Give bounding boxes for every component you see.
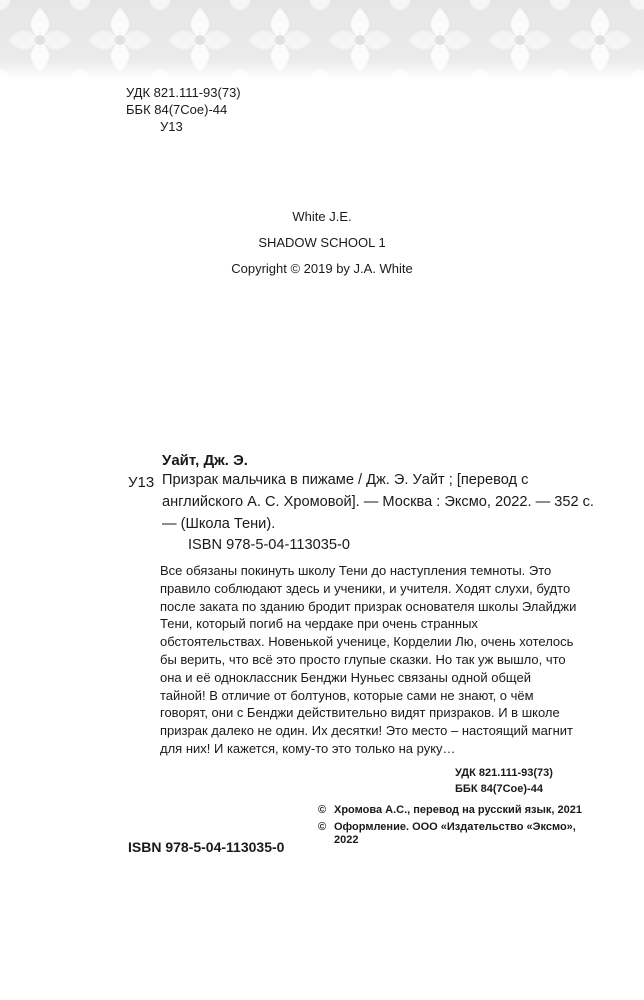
bibliographic-description: Призрак мальчика в пижаме / Дж. Э. Уайт ; [перевод с английского А. С. Хромовой]. — Москва : Эксмо, 2022. — 352 с. — (Школа Тени). — [162, 472, 594, 532]
copyright-notices — [318, 804, 594, 851]
record-isbn: ISBN 978-5-04-113035-0 — [188, 537, 350, 553]
record-author-mark: У13 — [128, 474, 155, 491]
original-title: SHADOW SCHOOL 1 — [258, 235, 386, 250]
original-copyright: Copyright © 2019 by J.A. White — [231, 261, 413, 276]
record-author: Уайт, Дж. Э. — [162, 452, 248, 469]
copyright-translation — [318, 804, 594, 818]
top-author-mark: У13 — [160, 119, 183, 134]
annotation-codes — [455, 765, 553, 797]
copyright-symbol: © — [318, 820, 327, 833]
copyright-symbol: © — [318, 804, 327, 816]
original-author: White J.E. — [292, 209, 352, 224]
original-edition-info — [0, 204, 644, 282]
footer-isbn: ISBN 978-5-04-113035-0 — [128, 839, 285, 855]
decorative-ornament-band — [0, 0, 644, 80]
copyright-translation-text: Хромова А.С., перевод на русский язык, 2021 — [334, 804, 582, 816]
annotation-text: Все обязаны покинуть школу Тени до наступления темноты. Это правило соблюдают здесь и ученики, и учителя. Ходят слухи, будто после заката по зданию бродит призрак основателя школы Элайджи Тени, который погиб на чердаке при очень странных обстоятельствах. Новенькой ученице, Корделии Лю, очень хотелось бы верить, что всё это просто глупые сказки. Но так уж вышло, что она и её одноклассник Бенджи Нуньес связаны одной общей тайной! В отличие от болтунов, которые сами не знают, о чём говорят, они с Бенджи действительно видят призраков. И в школе призрак далеко не один. Их десятки! Это место – настоящий магнит для них! И кажется, кому-то это только на руку… — [160, 563, 577, 756]
annotation-udk: УДК 821.111-93(73) — [455, 767, 553, 779]
top-classification-codes — [126, 84, 241, 135]
annotation-bbk: ББК 84(7Сое)-44 — [455, 783, 543, 795]
top-bbk-code: ББК 84(7Сое)-44 — [126, 102, 228, 117]
top-udk-code: УДК 821.111-93(73) — [126, 85, 241, 100]
copyright-design — [318, 821, 594, 848]
copyright-design-text: Оформление. ООО «Издательство «Эксмо», 2022 — [334, 820, 576, 846]
